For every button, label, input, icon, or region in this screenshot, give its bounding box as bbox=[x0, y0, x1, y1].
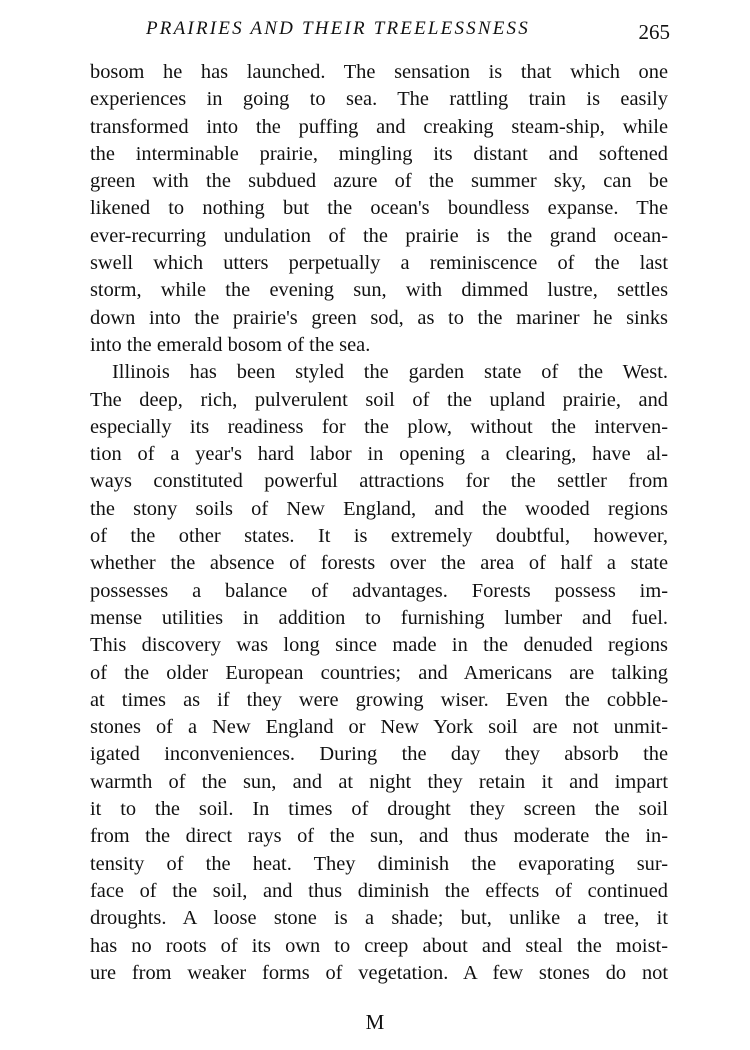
text-line: Illinois has been styled the garden state of the West. bbox=[112, 361, 668, 384]
text-line: ways constituted powerful attractions for the settler from bbox=[90, 470, 668, 493]
text-line: stones of a New England or New York soil are not unmit- bbox=[90, 716, 668, 739]
page-number: 265 bbox=[638, 20, 670, 44]
text-line: possesses a balance of advantages. Forests possess im- bbox=[90, 579, 668, 602]
text-line: igated inconveniences. During the day they absorb the bbox=[90, 743, 668, 766]
text-line: tion of a year's hard labor in opening a clearing, have al- bbox=[90, 443, 668, 466]
text-line: mense utilities in addition to furnishing lumber and fuel. bbox=[90, 606, 668, 629]
text-line: down into the prairie's green sod, as to the mariner he sinks bbox=[90, 306, 668, 329]
signature-mark: M bbox=[365, 1010, 385, 1034]
text-line: bosom he has launched. The sensation is that which one bbox=[90, 61, 668, 83]
text-line: ever-recurring undulation of the prairie is the grand ocean- bbox=[90, 224, 668, 247]
text-line: at times as if they were growing wiser. Even the cobble- bbox=[90, 688, 668, 711]
text-line: the stony soils of New England, and the wooded regions bbox=[90, 497, 668, 520]
text-line: of the other states. It is extremely doubtful, however, bbox=[90, 525, 668, 548]
text-line: of the older European countries; and Americans are talking bbox=[90, 661, 668, 684]
text-line: from the direct rays of the sun, and thus moderate the in- bbox=[90, 825, 668, 848]
text-line: tensity of the heat. They diminish the evaporating sur- bbox=[90, 852, 668, 875]
text-line: green with the subdued azure of the summer sky, can be bbox=[90, 170, 668, 193]
text-line: into the emerald bosom of the sea. bbox=[90, 333, 371, 356]
text-line: The deep, rich, pulverulent soil of the upland prairie, and bbox=[90, 388, 668, 411]
text-line: transformed into the puffing and creaking steam-ship, while bbox=[90, 115, 668, 138]
page-header bbox=[90, 18, 670, 48]
text-line: likened to nothing but the ocean's boundless expanse. The bbox=[90, 197, 668, 220]
text-line: storm, while the evening sun, with dimmed lustre, settles bbox=[90, 279, 668, 302]
text-line: has no roots of its own to creep about and steal the moist- bbox=[90, 934, 668, 957]
running-head: PRAIRIES AND THEIR TREELESSNESS bbox=[146, 18, 530, 39]
text-line: face of the soil, and thus diminish the effects of continued bbox=[90, 879, 668, 902]
text-line: droughts. A loose stone is a shade; but, unlike a tree, it bbox=[90, 907, 668, 930]
paragraph-1 bbox=[90, 59, 668, 359]
text-line: the interminable prairie, mingling its distant and softened bbox=[90, 142, 668, 165]
text-line: This discovery was long since made in the denuded regions bbox=[90, 634, 668, 657]
text-line: swell which utters perpetually a reminiscence of the last bbox=[90, 252, 668, 275]
text-line: experiences in going to sea. The rattling train is easily bbox=[90, 88, 668, 111]
text-line: ure from weaker forms of vegetation. A few stones do not bbox=[90, 961, 668, 984]
paragraph-2 bbox=[90, 359, 668, 987]
text-line: it to the soil. In times of drought they screen the soil bbox=[90, 798, 668, 821]
body-text bbox=[90, 59, 668, 987]
text-line: especially its readiness for the plow, without the interven- bbox=[90, 415, 668, 438]
text-line: whether the absence of forests over the area of half a state bbox=[90, 552, 668, 575]
text-line: warmth of the sun, and at night they retain it and impart bbox=[90, 770, 668, 793]
